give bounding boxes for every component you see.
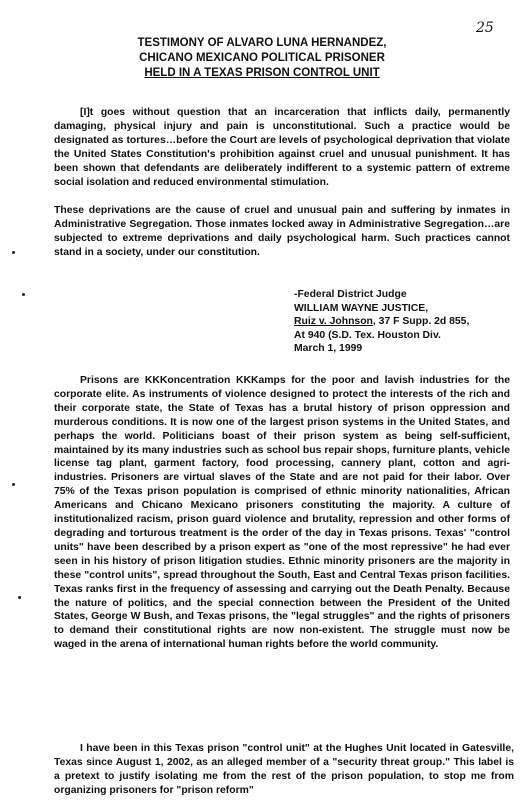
- scan-speck: [18, 596, 21, 599]
- quote-paragraph-2: [54, 204, 510, 260]
- quote-citation: [294, 288, 514, 356]
- citation-line-1: -Federal District Judge: [294, 289, 407, 300]
- page-number: 25: [476, 20, 494, 36]
- scan-speck: [12, 251, 15, 254]
- quote-paragraph-2-text: These deprivations are the cause of cruel and unusual pain and suffering by inmates in Administrative Segregation. Those inmates locked away in Administrative Segregation…are subjected to extreme deprivations and daily psychological harm. Such practices cannot stand in a society, under our constitution.: [54, 205, 510, 258]
- citation-line-3: [294, 315, 514, 329]
- body-paragraph-1-text: Prisons are KKKoncentration KKKamps for the poor and lavish industries for the corporate elite. As instruments of violence designed to protect the interests of the rich and their corporate state, the State of Texas has a brutal history of prison oppression and murderous conditions. It is now one of the largest prison systems in the United States, and perhaps the world. Politicians boast of their prison system as being self-sufficient, maintained by its many industries such as school bus repair shops, furniture plants, vehicle license tag plant, garment factory, food processing, cannery plant, cotton and agri-industries. Prisoners are virtual slaves of the State and are not paid for their labor. Over 75% of the Texas prison population is comprised of ethnic minority nationalities, African Americans and Chicano Mexicano prisoners constituting the majority. A culture of institutionalized racism, prison guard violence and brutality, repression and other forms of degrading and torturous treatment is the order of the day in Texas prisons. Texas' "control units" have been described by a prison expert as "one of the most repressive" he had ever seen in his history of prison litigation studies. Ethnic minority prisoners are the majority in these "control units", spread throughout the South, East and Central Texas prison facilities. Texas ranks first in the frequency of assessing and carrying out the Death Penalty. Because the nature of politics, and the special connection between the President of the United States, George W Bush, and Texas prisons, the "legal struggles" and the rights of prisoners to demand their constitutional rights are now non-existent. The struggle must now be waged in the arena of international human rights before the world community.: [54, 375, 510, 651]
- quote-paragraph-1-text: [I]t goes without question that an incarceration that inflicts daily, permanently damaging, physical injury and pain is unconstitutional. Such a practice would be designated as tortures…before the Court are levels of psychological deprivation that violate the United States Constitution's prohibition against cruel and unusual punishment. It has been shown that defendants are deliberately indifferent to a systemic pattern of extreme social isolation and reduced environmental stimulation.: [54, 107, 510, 188]
- body-paragraph-2-text: I have been in this Texas prison "control unit" at the Hughes Unit located in Gatesville, Texas since August 1, 2002, as an alleged member of a "security threat group." This label is a pretext to justify isolating me from the rest of the prison population, to stop me from organizing prisoners for "prison reform": [54, 743, 514, 796]
- citation-line-4: At 940 (S.D. Tex. Houston Div.: [294, 329, 441, 341]
- citation-case-name: Ruiz v. Johnson: [294, 316, 373, 328]
- scan-speck: [12, 483, 15, 486]
- citation-reporter: , 37 F Supp. 2d 855,: [372, 316, 470, 328]
- document-title: [0, 36, 524, 81]
- title-line-3: HELD IN A TEXAS PRISON CONTROL UNIT: [144, 67, 380, 79]
- scan-speck: [22, 293, 25, 296]
- title-line-2: CHICANO MEXICANO POLITICAL PRISONER: [139, 52, 385, 64]
- citation-line-5: March 1, 1999: [294, 343, 363, 355]
- body-paragraph-2: [54, 742, 514, 798]
- quote-paragraph-1: [54, 106, 510, 189]
- body-paragraph-1: [54, 374, 510, 652]
- citation-line-2: WILLIAM WAYNE JUSTICE,: [294, 302, 429, 314]
- title-line-1: TESTIMONY OF ALVARO LUNA HERNANDEZ,: [137, 37, 387, 49]
